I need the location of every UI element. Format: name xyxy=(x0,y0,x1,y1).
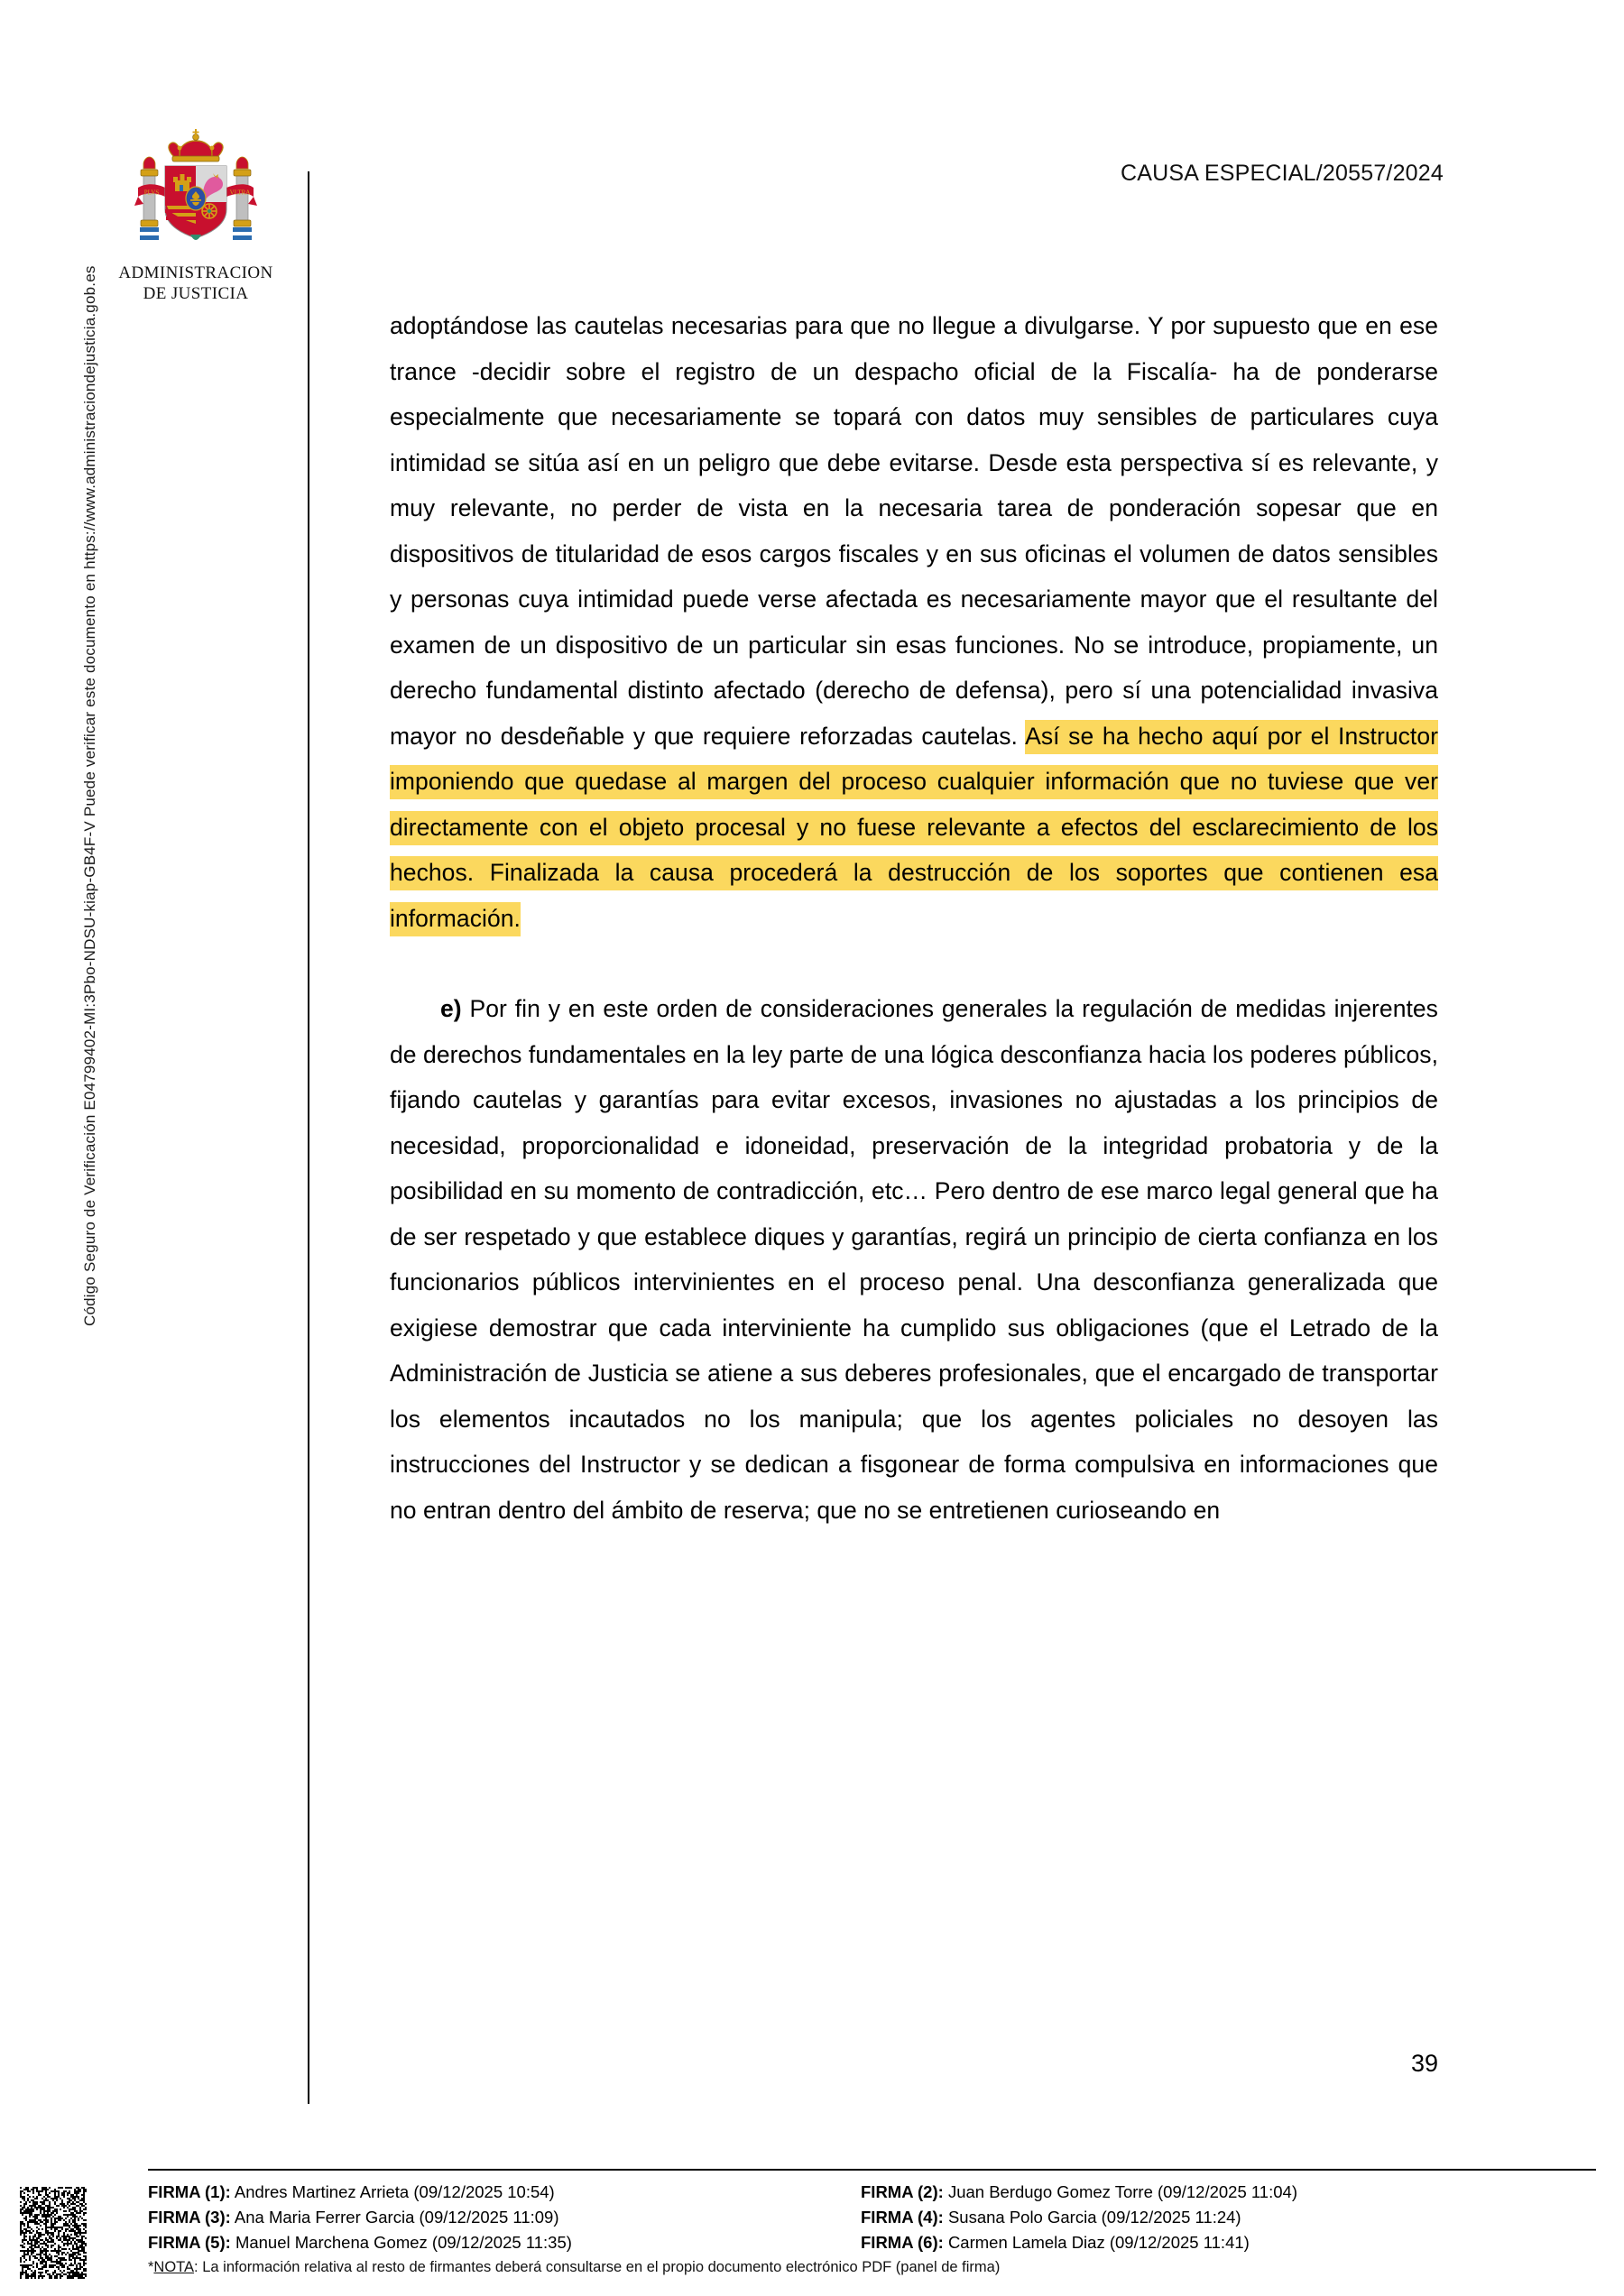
signature-row xyxy=(148,2230,1596,2255)
case-reference-header: CAUSA ESPECIAL/20557/2024 xyxy=(1120,161,1444,186)
verification-margin-strip xyxy=(0,0,98,2147)
document-body xyxy=(390,303,1438,1533)
coat-of-arms-block xyxy=(101,126,291,304)
highlighted-passage: Así se ha hecho aquí por el Instructor imponiendo que quedase al margen del proceso cualquier información que no tuviese que ver directamente con el objeto procesal y no fuese relevante a efectos del esclarecimiento de los hechos. Finalizada la causa procederá la destrucción de los soportes que contienen esa información. xyxy=(390,720,1438,936)
signature-entry-3 xyxy=(148,2205,861,2230)
signature-name-6: Carmen Lamela Diaz (09/12/2025 11:41) xyxy=(947,2233,1250,2252)
footer-note xyxy=(148,2259,1000,2276)
signature-row xyxy=(148,2180,1596,2205)
paragraph-2-text: Por fin y en este orden de consideraciones generales la regulación de medidas injerentes de derechos fundamentales en la ley parte de una lógica desconfianza hacia los poderes públicos, fijando cautelas y garantías para evitar excesos, invasiones no ajustadas a los principios de necesidad, proporcionalidad e idoneidad, preservación de la integridad probatoria y de la posibilidad en su momento de contradicción, etc… Pero dentro de ese marco legal general que ha de ser respetado y que establece diques y garantías, regirá un principio de cierta confianza en los funcionarios públicos intervinientes en el proceso penal. Una desconfianza generalizada que exigiese demostrar que cada interviniente ha cumplido sus obligaciones (que el Letrado de la Administración de Justicia se atiene a sus deberes profesionales, que el encargado de transportar los elementos incautados no los manipula; que los agentes policiales no desoyen las instrucciones del Instructor y se dedican a fisgonear de forma compulsiva en informaciones que no entran dentro del ámbito de reserva; que no se entretienen curioseando en xyxy=(390,995,1438,1524)
signature-label-3: FIRMA (3): xyxy=(148,2208,231,2227)
signature-label-2: FIRMA (2): xyxy=(861,2182,944,2201)
spanish-coat-of-arms-icon xyxy=(101,126,291,262)
verification-code-text: Código Seguro de Verificación E04799402-MI:3Pbo-NDSU-kiap-GB4F-V Puede verificar este documento en https://www.administraciondejusticia.gob.es xyxy=(81,265,98,1326)
signature-entry-2 xyxy=(861,2180,1596,2205)
footer-divider xyxy=(148,2169,1596,2171)
emblem-caption-line2: DE JUSTICIA xyxy=(143,284,249,304)
signature-name-2: Juan Berdugo Gomez Torre (09/12/2025 11:04) xyxy=(947,2182,1297,2201)
signature-row xyxy=(148,2205,1596,2230)
signature-label-5: FIRMA (5): xyxy=(148,2233,231,2252)
signature-name-4: Susana Polo Garcia (09/12/2025 11:24) xyxy=(947,2208,1241,2227)
footer-note-text: : La información relativa al resto de firmantes deberá consultarse en el propio documento electrónico PDF (panel de firma) xyxy=(194,2259,1001,2275)
page-number: 39 xyxy=(1410,2050,1438,2077)
svg-text:PLVS: PLVS xyxy=(143,189,160,197)
paragraph-1 xyxy=(390,303,1438,941)
signature-name-5: Manuel Marchena Gomez (09/12/2025 11:35) xyxy=(235,2233,572,2252)
paragraph-1-plain-text: adoptándose las cautelas necesarias para que no llegue a divulgarse. Y por supuesto que en ese trance -decidir sobre el registro de un despacho oficial de la Fiscalía- ha de ponderarse especialmente que necesariamente se topará con datos muy sensibles de particulares cuya intimidad se sitúa así en un peligro que debe evitarse. Desde esta perspectiva sí es relevante, y muy relevante, no perder de vista en la necesaria tarea de ponderación sopesar que en dispositivos de titularidad de esos cargos fiscales y en sus oficinas el volumen de datos sensibles y personas cuya intimidad puede verse afectada es necesariamente mayor que el resultante del examen de un dispositivo de un particular sin esas funciones. No se introduce, propiamente, un derecho fundamental distinto afectado (derecho de defensa), pero sí una potencialidad invasiva mayor no desdeñable y que requiere reforzadas cautelas. xyxy=(390,312,1438,750)
signature-entry-1 xyxy=(148,2180,861,2205)
signature-list xyxy=(148,2180,1596,2255)
footer-note-keyword: NOTA xyxy=(153,2259,195,2275)
svg-text:VLTRA: VLTRA xyxy=(229,189,251,197)
signature-entry-4 xyxy=(861,2205,1596,2230)
signature-entry-5 xyxy=(148,2230,861,2255)
signature-label-4: FIRMA (4): xyxy=(861,2208,944,2227)
signature-label-6: FIRMA (6): xyxy=(861,2233,944,2252)
emblem-caption-line1: ADMINISTRACION xyxy=(118,263,273,282)
vertical-divider xyxy=(308,171,309,2104)
signature-name-3: Ana Maria Ferrer Garcia (09/12/2025 11:09) xyxy=(234,2208,559,2227)
paragraph-2-marker: e) xyxy=(440,995,462,1022)
signature-name-1: Andres Martinez Arrieta (09/12/2025 10:54) xyxy=(234,2182,555,2201)
signature-label-1: FIRMA (1): xyxy=(148,2182,231,2201)
footer-note-prefix: * xyxy=(148,2259,154,2275)
signature-footer xyxy=(0,2169,1624,2296)
paragraph-2 xyxy=(390,986,1438,1533)
signature-entry-6 xyxy=(861,2230,1596,2255)
